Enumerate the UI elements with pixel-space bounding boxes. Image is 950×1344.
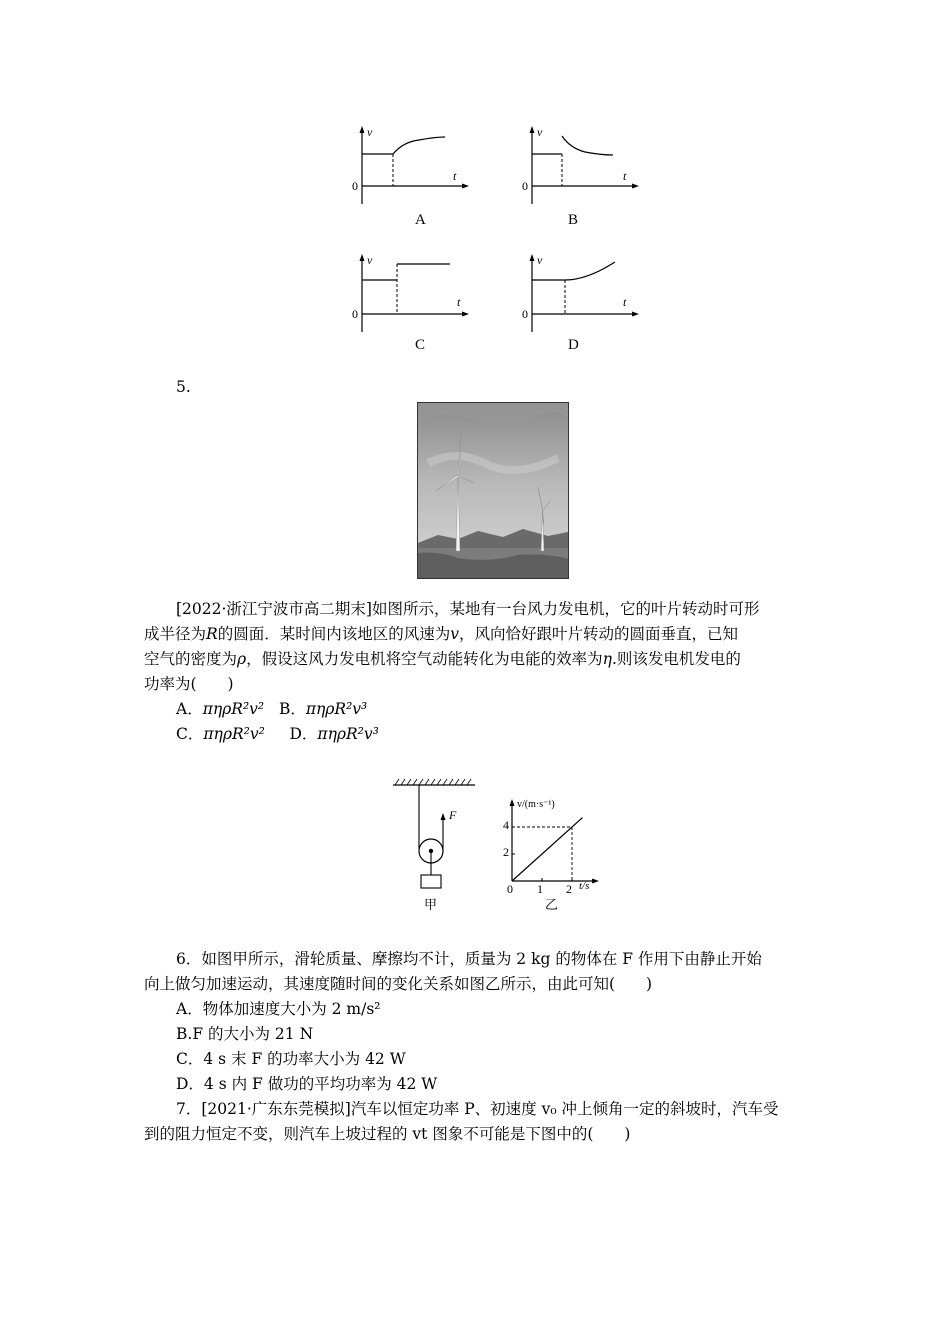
q5-number: 5. xyxy=(176,378,191,396)
q7-line1: 7．[2021·广东东莞模拟]汽车以恒定功率 P、初速度 v₀ 冲上倾角一定的斜坡时，汽车受 xyxy=(176,1100,779,1118)
option-a-expr: πηρR²v² xyxy=(202,700,265,718)
axis-v-label: v xyxy=(537,253,543,267)
y-tick-2: 2 xyxy=(503,845,509,859)
axis-t-label: t xyxy=(457,295,461,309)
vt-graph-c xyxy=(345,250,475,335)
axis-v-label: v xyxy=(367,125,373,139)
vt-graph-b xyxy=(515,122,645,207)
q5-line3 xyxy=(144,647,741,672)
y-axis-label: v/(m·s⁻¹) xyxy=(517,799,555,810)
q5-text: 成半径为 xyxy=(144,625,207,643)
option-c-expr: πηρR²v² xyxy=(203,725,265,743)
y-tick-4: 4 xyxy=(503,818,509,832)
q6-option-a[interactable]: A．物体加速度大小为 2 m/s² xyxy=(176,1000,381,1018)
q5-stem-line1: 如图所示，某地有一台风力发电机，它的叶片转动时可形 xyxy=(371,600,760,618)
graph-label-b: B xyxy=(568,212,579,228)
q6-line1: 6．如图甲所示，滑轮质量、摩擦均不计，质量为 2 kg 的物体在 F 作用下由静止开始 xyxy=(176,950,762,968)
origin-label: 0 xyxy=(352,179,358,193)
option-b-expr: πηρR²v³ xyxy=(305,700,368,718)
q5-options-row1 xyxy=(176,697,367,722)
x-tick-1: 1 xyxy=(537,882,543,896)
x-tick-2: 2 xyxy=(566,882,572,896)
graph-label-a: A xyxy=(415,212,426,228)
option-c-label[interactable]: C． xyxy=(176,725,204,743)
axis-v-label: v xyxy=(367,253,373,267)
origin-label: 0 xyxy=(522,179,528,193)
x-axis-label: t/s xyxy=(579,880,590,892)
q5-line2 xyxy=(144,622,738,647)
origin-label: 0 xyxy=(522,307,528,321)
axis-t-label: t xyxy=(453,169,457,183)
figure-yi-label: 乙 xyxy=(545,897,559,912)
option-d-expr: πηρR²v³ xyxy=(317,725,379,743)
q6-option-c[interactable]: C．4 s 末 F 的功率大小为 42 W xyxy=(176,1050,406,1068)
q5-options-row2 xyxy=(176,722,379,747)
q5-line1 xyxy=(176,597,759,622)
q5-text: 的圆面．某时间内该地区的风速为 xyxy=(217,625,451,643)
q7-line2: 到的阻力恒定不变，则汽车上坡过程的 vt 图象不可能是下图中的( ) xyxy=(144,1125,631,1143)
q6-option-b[interactable]: B.F 的大小为 21 N xyxy=(176,1025,314,1043)
var-eta: η xyxy=(602,650,612,668)
graph-label-d: D xyxy=(568,337,579,353)
q5-line4: 功率为( ) xyxy=(144,675,234,693)
q5-text: .则该发电机发电的 xyxy=(611,650,741,668)
pulley-figure xyxy=(385,775,480,915)
var-rho: ρ xyxy=(237,650,247,668)
q5-text: ，风向恰好跟叶片转动的圆面垂直，已知 xyxy=(458,625,738,643)
option-b-label[interactable]: B． xyxy=(278,700,306,718)
axis-t-label: t xyxy=(623,169,627,183)
axis-v-label: v xyxy=(537,125,543,139)
option-d-label[interactable]: D． xyxy=(289,725,318,743)
wind-turbine-photo xyxy=(417,402,569,579)
q5-text: 空气的密度为 xyxy=(144,650,238,668)
vt-graph-a xyxy=(345,122,475,207)
q5-text: ，假设这风力发电机将空气动能转化为电能的效率为 xyxy=(246,650,603,668)
force-f-label: F xyxy=(449,808,457,822)
origin-label: 0 xyxy=(352,307,358,321)
x-tick-0: 0 xyxy=(507,882,513,896)
q6-option-d[interactable]: D．4 s 内 F 做功的平均功率为 42 W xyxy=(176,1075,438,1093)
graph-label-c: C xyxy=(415,337,426,353)
q5-source: [2022·浙江宁波市高二期末] xyxy=(176,600,372,618)
q6-line2: 向上做匀加速运动，其速度随时间的变化关系如图乙所示，由此可知( ) xyxy=(144,975,653,993)
var-v: v xyxy=(450,625,459,643)
option-a-label[interactable]: A． xyxy=(176,700,203,718)
vt-chart-yi xyxy=(500,795,605,915)
figure-jia-label: 甲 xyxy=(424,897,438,912)
vt-graph-d xyxy=(515,250,645,335)
var-r: R xyxy=(206,625,218,643)
axis-t-label: t xyxy=(623,295,627,309)
